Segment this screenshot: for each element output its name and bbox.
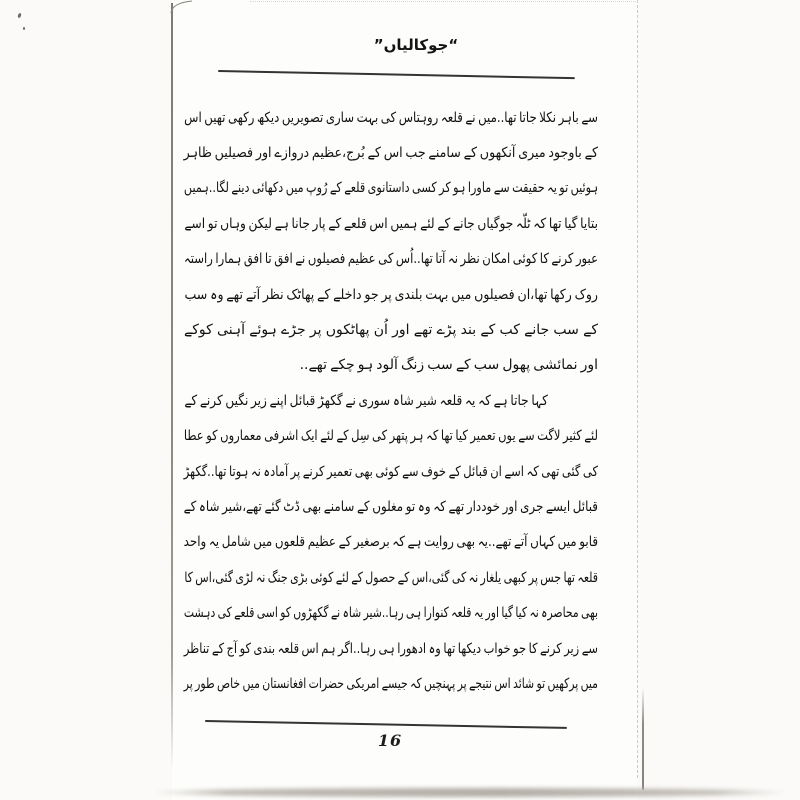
text-line: بھی محاصرہ نہ کیا گیا اور یہ قلعہ کنوارا ہی رہا..شیر شاہ نے گکھڑوں کو اسی قلعے کی دہشت <box>183 605 598 622</box>
text-line: کی گئی تھی کہ اسے ان قبائل کے خوف سے کوئی بھی تعمیر کرنے پر آمادہ نہ ہوتا تھا..گکھڑ <box>183 463 598 480</box>
text-line: عبور کرنے کا کوئی امکان نظر نہ آتا تھا..اُس کی عظیم فصیلوں نے افق تا افق ہمارا راستہ <box>183 251 598 268</box>
page-right-edge <box>637 0 638 778</box>
chapter-title: “جوکالیاں” <box>373 36 459 54</box>
text-line: میں پرکھیں تو شائد اس نتیجے پر پہنچیں کہ جیسے امریکی حضرات افغانستان میں خاص طور پر <box>183 675 598 692</box>
body-text <box>184 100 598 702</box>
scan-speck <box>17 13 22 19</box>
text-line: قبائل ایسے جری اور خوددار تھے کہ وہ تو مغلوں کے سامنے بھی ڈٹ گئے تھے،شیر شاہ کے <box>183 498 598 515</box>
text-line-paragraph-end: اور نمائشی پھول سب کے سب زنگ آلود ہو چکے تھے.. <box>299 357 598 374</box>
page-right-edge-lower <box>642 688 644 790</box>
text-line: بتایا گیا تھا کہ ٹلّہ جوگیاں جانے کے لئے ہمیں اس قلعے کے پار جانا ہے لیکن وہاں تو اسے <box>184 215 598 232</box>
page-bottom-shadow <box>150 788 790 797</box>
page-corner-curl <box>170 0 196 14</box>
text-line: قابو میں کہاں آتے تھے..یہ بھی روایت ہے کہ برصغیر کے عظیم قلعوں میں شامل یہ واحد <box>183 534 598 551</box>
text-line: قلعہ تھا جس پر کبھی یلغار نہ کی گئی،اس کے حصول کے لئے کوئی بڑی جنگ نہ لڑی گئی،اس کا <box>184 569 598 586</box>
page-number: 16 <box>377 731 403 750</box>
text-line: سے باہر نکلا جاتا تھا..میں نے قلعہ روہتاس کی بہت ساری تصویریں دیکھ رکھی تھیں اس <box>184 109 598 126</box>
scan-speck <box>23 27 25 30</box>
text-line: لئے کثیر لاگت سے یوں تعمیر کیا تھا کہ ہر پتھر کی سِل کے لئے ایک اشرفی معماروں کو عطا <box>183 428 598 445</box>
text-line: روک رکھا تھا،ان فصیلوں میں بہت بلندی پر جو داخلے کے پھاٹک نظر آتے تھے وہ سب <box>184 286 598 303</box>
text-line: کے باوجود میری آنکھوں کے سامنے جب اس کے بُرج،عظیم دروازے اور فصیلیں ظاہر <box>183 145 598 162</box>
text-line: کے سب جانے کب کے بند پڑے تھے اور اُن پھاٹکوں پر جڑے ہوئے آہنی کوکے <box>184 322 598 339</box>
page-left-edge <box>171 3 173 771</box>
page-top-edge <box>250 1 638 2</box>
text-line: ہوئیں تو یہ حقیقت سے ماورا ہو کر کسی داستانوی قلعے کے رُوپ میں دکھائی دینے لگا..ہمیں <box>183 180 598 197</box>
text-line-paragraph-start: کہا جاتا ہے کہ یہ قلعہ شیر شاہ سوری نے گکھڑ قبائل اپنے زیر نگیں کرنے کے <box>184 392 548 409</box>
text-line: سے زیر کرنے کا جو خواب دیکھا تھا وہ ادھورا ہی رہا..اگر ہم اس قلعہ بندی کو آج کے تناظر <box>183 640 598 657</box>
